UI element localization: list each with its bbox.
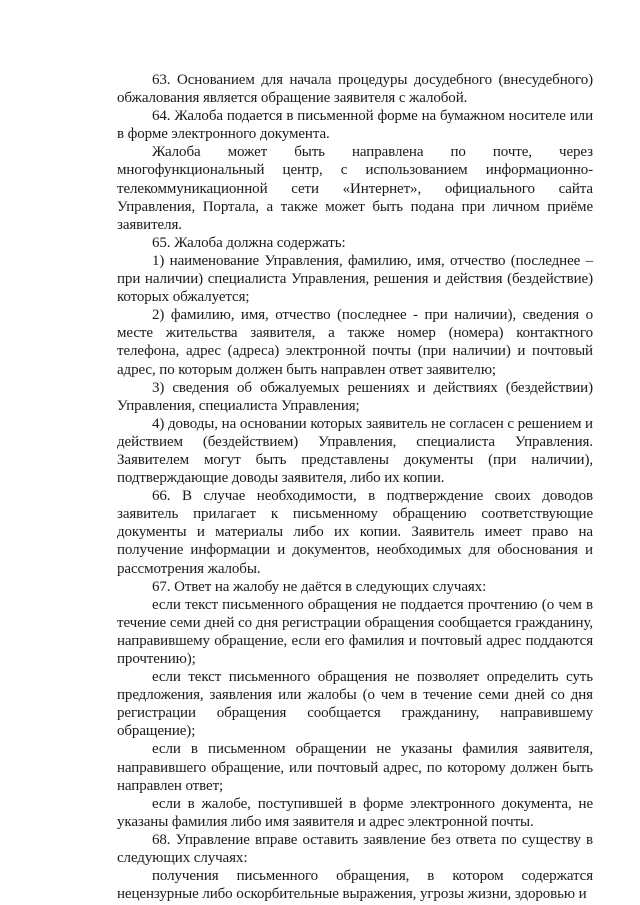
document-page — [117, 71, 593, 903]
list-item-65-4: 4) доводы, на основании которых заявитель не согласен с решением и действием (бездействием) Управления, специалиста Управления. Заявителем могут быть представлены документы (при наличии), подтверждающие доводы заявителя, либо их копии. — [117, 415, 593, 487]
paragraph-64: 64. Жалоба подается в письменной форме на бумажном носителе или в форме электронного документа. — [117, 108, 593, 143]
list-item-65-2: 2) фамилию, имя, отчество (последнее - при наличии), сведения о месте жительства заявителя, а также номер (номера) контактного телефона, адрес (адреса) электронной почты (при наличии) и почтовый адрес, по которым должен быть направлен ответ заявителю; — [117, 307, 593, 378]
paragraph-63: 63. Основанием для начала процедуры досудебного (внесудебного) обжалования является обращение заявителя с жалобой. — [117, 72, 593, 107]
list-item-67-3: если в письменном обращении не указаны фамилия заявителя, направившего обращение, или почтовый адрес, по которому должен быть направлен ответ; — [117, 741, 593, 794]
list-item-67-4: если в жалобе, поступившей в форме электронного документа, не указаны фамилия либо имя заявителя и адрес электронной почты. — [117, 795, 593, 830]
list-item-65-3: 3) сведения об обжалуемых решениях и действиях (бездействии) Управления, специалиста Управления; — [117, 379, 593, 414]
paragraph-65: 65. Жалоба должна содержать: — [152, 234, 346, 251]
list-item-67-2: если текст письменного обращения не позволяет определить суть предложения, заявления или жалобы (о чем в течение семи дней со дня регистрации обращения сообщается гражданину, направившему обращение); — [117, 669, 593, 740]
list-item-65-1: 1) наименование Управления, фамилию, имя, отчество (последнее – при наличии) специалиста Управления, решения и действия (бездействие) которых обжалуется; — [117, 252, 593, 306]
list-item-67-1: если текст письменного обращения не поддается прочтению (о чем в течение семи дней со дня регистрации обращения сообщается гражданину, направившему обращение, если его фамилия и почтовый адрес поддаются прочтению); — [117, 596, 593, 667]
list-item-68-1: получения письменного обращения, в котором содержатся нецензурные либо оскорбительные выражения, угрозы жизни, здоровью и — [117, 868, 593, 903]
paragraph-64-delivery: Жалоба может быть направлена по почте, через многофункциональный центр, с использованием информационно-телекоммуникационной сети «Интернет», официального сайта Управления, Портала, а также может быть подана при личном приёме заявителя. — [117, 144, 593, 233]
paragraph-67: 67. Ответ на жалобу не даётся в следующих случаях: — [152, 578, 487, 595]
paragraph-68: 68. Управление вправе оставить заявление без ответа по существу в следующих случаях: — [117, 831, 593, 867]
paragraph-66: 66. В случае необходимости, в подтверждение своих доводов заявитель прилагает к письменному обращению соответствующие документы и материалы либо их копии. Заявитель имеет право на получение информации и документов, необходимых для обоснования и рассмотрения жалобы. — [117, 488, 593, 577]
